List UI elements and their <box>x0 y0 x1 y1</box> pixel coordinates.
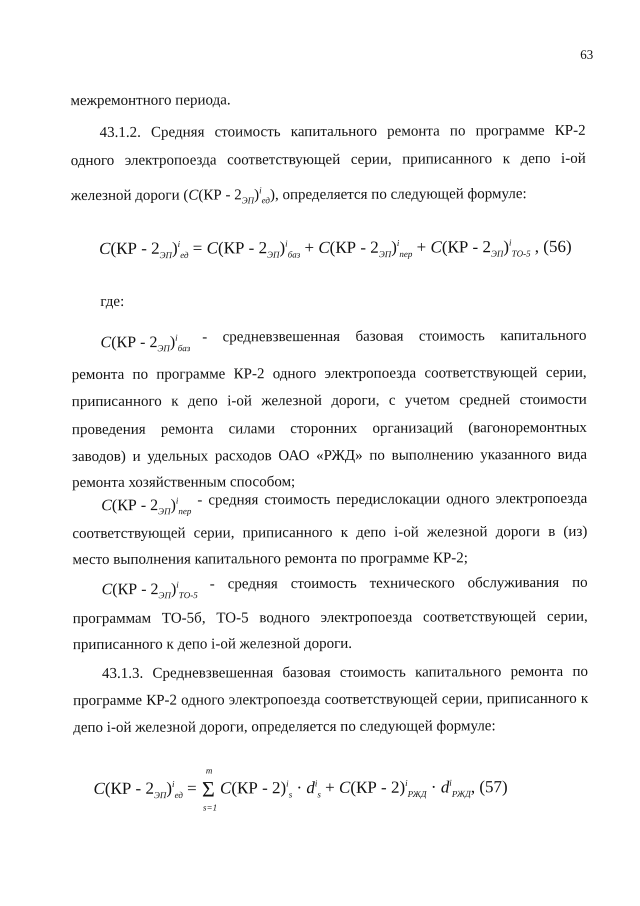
paragraph-line <box>102 663 588 683</box>
formula-57: $C(КР - 2_{ЭП})^i_{ед}$ = m Σ s=1 $C(КР - 2)^i_s \cdot d^i_s + C(КР - 2)^i_{РЖД} \cdot d^i_{РЖД}$, (57) <box>93 765 508 813</box>
page-number: 63 <box>580 46 594 62</box>
sum-operator: m Σ s=1 <box>201 765 218 813</box>
paragraph-line-text: - средняя стоимость передислокации одного электропоезда <box>197 490 588 509</box>
definition-line <box>100 327 586 358</box>
paragraph-line: ремонта хозяйственным способом; <box>72 474 296 492</box>
paragraph-line: приписанного к депо i-ой железной дороги. <box>72 635 353 654</box>
paragraph-line-text: заводов) и удельных расходов ОАО «РЖД» по выполнению указанного вида <box>71 446 588 466</box>
paragraph-line <box>71 180 527 210</box>
paragraph-line-text: железной дороги ( <box>70 187 189 205</box>
paragraph-line-text: соответствующей серии, приписанного к депо i-ой железной дороги в (из) <box>72 523 588 543</box>
paragraph-line <box>73 608 588 628</box>
definition-line <box>102 574 588 605</box>
equation-number: , (57) <box>470 777 508 797</box>
paragraph-line-text: программам ТО-5б, ТО-5 водного электропоезда соответствующей серии, <box>72 608 588 628</box>
paragraph-line-text: ремонта по программе КР-2 одного электропоезда соответствующей серии, <box>71 364 587 384</box>
paragraph-line-text: программе КР-2 одного электропоезда соответствующей серии, приписанного к <box>73 690 589 710</box>
inline-formula: $C(КР - 2_{ЭП})^i_{ед}$ <box>188 185 270 206</box>
paragraph-line: межремонтного периода. <box>70 92 231 110</box>
paragraph-line-text: приписанного к депо i-ой железной дороги, с учетом средней стоимости <box>71 391 587 411</box>
paragraph-line-text: - средневзвешенная базовая стоимость капитального <box>202 327 587 346</box>
paragraph-line <box>72 364 587 384</box>
paragraph-line <box>100 122 586 142</box>
paragraph-line <box>71 150 586 170</box>
paragraph-line-text: 43.1.2. Средняя стоимость капитального ремонта по программе КР-2 <box>99 122 586 141</box>
paragraph-line <box>73 690 588 710</box>
paragraph-line: место выполнения капитального ремонта по программе КР-2; <box>72 550 468 569</box>
paragraph-line-text: проведения ремонта силами сторонних организаций (вагоноремонтных <box>71 419 587 439</box>
inline-formula: $C(КР - 2_{ЭП})^i_{баз}$ <box>100 332 191 354</box>
inline-formula: $C(КР - 2_{ЭП})^i_{ТО-5}$ <box>101 579 198 601</box>
paragraph-line-text: одного электропоезда соответствующей серии, приписанного к депо i-ой <box>70 150 586 170</box>
inline-formula: $C(КР - 2_{ЭП})^i_{пер}$ <box>101 495 192 517</box>
paragraph-line-text: 43.1.3. Средневзвешенная базовая стоимость капитального ремонта по <box>101 663 589 682</box>
paragraph-line <box>72 419 587 439</box>
paragraph-line-text: ), определяется по следующей формуле: <box>269 186 527 204</box>
paragraph-line-text: - средняя стоимость технического обслуживания по <box>209 574 588 593</box>
paragraph-line <box>72 446 587 466</box>
paragraph-line: где: <box>100 293 125 310</box>
equation-number: , (56) <box>534 236 572 257</box>
formula-56: $C(КР - 2_{ЭП})^i_{ед} = C(КР - 2_{ЭП})^i_{баз} + C(КР - 2_{ЭП})^i_{пер} + C(КР - 2_{ЭП})^i_{ТО-5}$ , (56) <box>99 236 572 261</box>
definition-line <box>101 490 587 521</box>
paragraph-line: депо i-ой железной дороги, определяется по следующей формуле: <box>73 718 496 737</box>
paragraph-line <box>72 391 587 411</box>
paragraph-line <box>72 523 587 543</box>
